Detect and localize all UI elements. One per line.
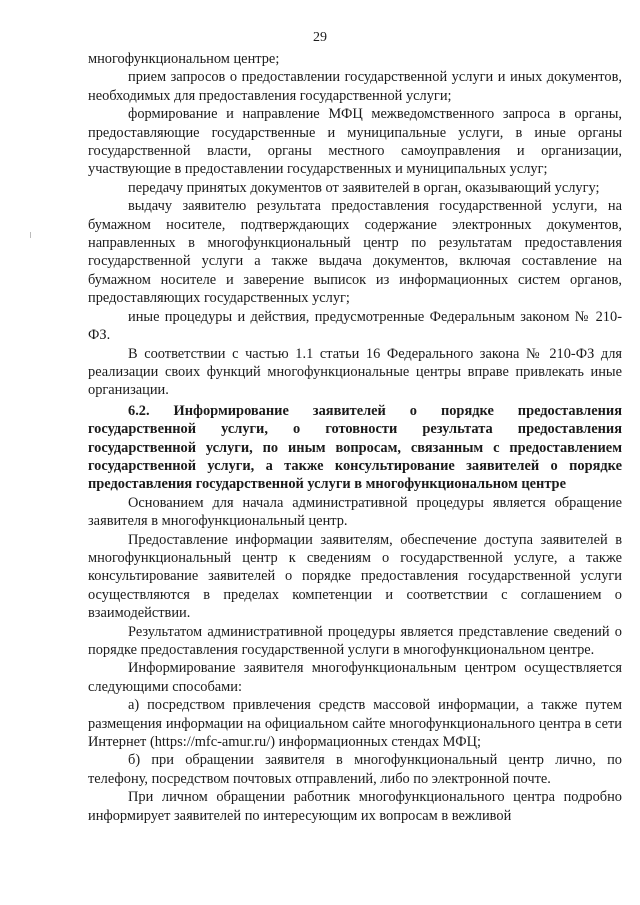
paragraph-basis: Основанием для начала административной процедуры является обращение заявителя в многофункциональный центр. bbox=[88, 494, 622, 530]
paragraph-intro-fragment: многофункциональном центре; bbox=[88, 51, 280, 67]
paragraph-informing-methods: Информирование заявителя многофункциональным центром осуществляется следующими способами: bbox=[88, 660, 622, 695]
page-number: 29 bbox=[313, 30, 327, 45]
paragraph-transfer-documents: передачу принятых документов от заявителей в орган, оказывающий услугу; bbox=[128, 179, 600, 196]
paragraph-other-procedures: иные процедуры и действия, предусмотренные Федеральным законом № 210-ФЗ. bbox=[88, 308, 622, 344]
list-item-a: а) посредством привлечения средств массовой информации, а также путем размещения информации на официальном сайте многофункционального центра в сети Интернет (https://mfc-amur.ru/) информационных стендах МФЦ; bbox=[88, 697, 622, 751]
document-body bbox=[88, 50, 622, 825]
paragraph-issue-result: выдачу заявителю результата предоставления государственной услуги, на бумажном носителе, подтверждающих содержание электронных документов, направленных в многофункциональный центр по результатам предоставления государственной услуги а также выдача документов, включая составление на бумажном носителе и заверение выписок из информационных систем органов, предоставляющих государственных услуг; bbox=[88, 198, 622, 307]
paragraph-article-16: В соответствии с частью 1.1 статьи 16 Федерального закона № 210-ФЗ для реализации своих функций многофункциональные центры вправе привлекать иные организации. bbox=[88, 345, 622, 399]
paragraph-provision-info: Предоставление информации заявителям, обеспечение доступа заявителей в многофункциональный центр к сведениям о государственной услуге, а также консультирование заявителей о порядке предоставления государственной услуги осуществляются в пределах компетенции и соответствии с соглашением о взаимодействии. bbox=[88, 531, 622, 622]
paragraph-receive-requests: прием запросов о предоставлении государственной услуги и иных документов, необходимых для предоставления государственной услуги; bbox=[88, 69, 622, 104]
paragraph-result: Результатом административной процедуры является представление сведений о порядке предоставления государственной услуги в многофункциональном центре. bbox=[88, 623, 622, 658]
list-item-b: б) при обращении заявителя в многофункциональный центр лично, по телефону, посредством почтовых отправлений, либо по электронной почте. bbox=[88, 752, 622, 787]
paragraph-personal-visit: При личном обращении работник многофункционального центра подробно информирует заявителей по интересующим их вопросам в вежливой bbox=[88, 789, 622, 824]
paragraph-interagency-request: формирование и направление МФЦ межведомственного запроса в органы, предоставляющие государственные и муниципальные услуги, в иные органы государственной власти, органы местного самоуправления и организации, участвующие в предоставлении государственных и муниципальных услуг; bbox=[88, 106, 622, 178]
section-heading-6-2: 6.2. Информирование заявителей о порядке предоставления государственной услуги, о готовности результата предоставления государственной услуги, по иным вопросам, связанным с предоставлением государственной услуги, а также консультирование заявителей о порядке предоставления государственной услуги в многофункциональном центре bbox=[88, 402, 622, 493]
scan-artifact bbox=[30, 232, 31, 238]
